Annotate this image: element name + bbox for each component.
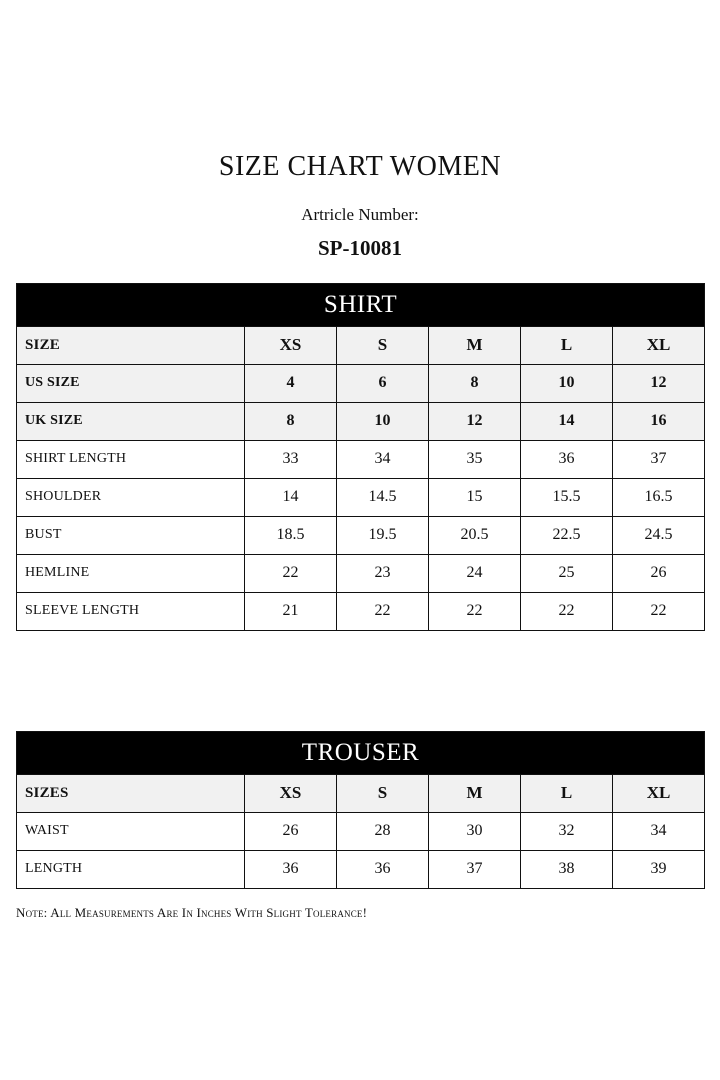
- row-value: 37: [429, 850, 521, 888]
- trouser-table-container: [16, 731, 704, 889]
- row-value: 33: [245, 440, 337, 478]
- row-value: 14: [245, 478, 337, 516]
- trouser-size-table: [16, 731, 705, 889]
- row-value: 24: [429, 554, 521, 592]
- row-label: US SIZE: [17, 364, 245, 402]
- row-value: 16.5: [613, 478, 705, 516]
- shirt-header-xl: XL: [613, 326, 705, 364]
- row-label: WAIST: [17, 812, 245, 850]
- shirt-header-l: L: [521, 326, 613, 364]
- shirt-header-row: [17, 326, 705, 364]
- shirt-header-s: S: [337, 326, 429, 364]
- row-value: 38: [521, 850, 613, 888]
- row-value: 22.5: [521, 516, 613, 554]
- trouser-heading: TROUSER: [17, 731, 705, 774]
- trouser-header-s: S: [337, 774, 429, 812]
- shirt-header-xs: XS: [245, 326, 337, 364]
- shirt-size-table: [16, 283, 705, 631]
- shirt-heading: SHIRT: [17, 283, 705, 326]
- trouser-header-m: M: [429, 774, 521, 812]
- shirt-table-container: [16, 283, 704, 631]
- shirt-section-header-row: [17, 283, 705, 326]
- table-row: [17, 364, 705, 402]
- row-label: SHOULDER: [17, 478, 245, 516]
- row-label: UK SIZE: [17, 402, 245, 440]
- row-value: 16: [613, 402, 705, 440]
- row-value: 4: [245, 364, 337, 402]
- row-value: 19.5: [337, 516, 429, 554]
- row-value: 15: [429, 478, 521, 516]
- table-row: [17, 440, 705, 478]
- row-value: 26: [613, 554, 705, 592]
- row-value: 14.5: [337, 478, 429, 516]
- trouser-section-header-row: [17, 731, 705, 774]
- shirt-header-label: SIZE: [17, 326, 245, 364]
- row-value: 8: [245, 402, 337, 440]
- table-row: [17, 516, 705, 554]
- row-value: 14: [521, 402, 613, 440]
- row-value: 22: [337, 592, 429, 630]
- row-value: 6: [337, 364, 429, 402]
- trouser-header-row: [17, 774, 705, 812]
- row-value: 36: [521, 440, 613, 478]
- row-value: 37: [613, 440, 705, 478]
- row-value: 10: [521, 364, 613, 402]
- trouser-header-l: L: [521, 774, 613, 812]
- row-label: BUST: [17, 516, 245, 554]
- row-value: 36: [337, 850, 429, 888]
- row-value: 22: [245, 554, 337, 592]
- article-number-value: SP-10081: [318, 235, 402, 260]
- trouser-header-xs: XS: [245, 774, 337, 812]
- row-label: LENGTH: [17, 850, 245, 888]
- row-label: HEMLINE: [17, 554, 245, 592]
- article-number-label: Artricle Number:: [301, 204, 419, 224]
- row-value: 22: [613, 592, 705, 630]
- table-row: [17, 554, 705, 592]
- row-value: 35: [429, 440, 521, 478]
- row-value: 26: [245, 812, 337, 850]
- row-value: 34: [613, 812, 705, 850]
- table-row: [17, 850, 705, 888]
- table-row: [17, 812, 705, 850]
- row-value: 39: [613, 850, 705, 888]
- row-value: 15.5: [521, 478, 613, 516]
- row-label: SLEEVE LENGTH: [17, 592, 245, 630]
- row-value: 32: [521, 812, 613, 850]
- row-label: SHIRT LENGTH: [17, 440, 245, 478]
- page-title: SIZE CHART WOMEN: [218, 151, 502, 182]
- table-row: [17, 478, 705, 516]
- measurement-note: Note: All Measurements Are In Inches With Slight Tolerance!: [16, 904, 368, 920]
- row-value: 23: [337, 554, 429, 592]
- trouser-header-label: SIZES: [17, 774, 245, 812]
- row-value: 21: [245, 592, 337, 630]
- row-value: 18.5: [245, 516, 337, 554]
- row-value: 30: [429, 812, 521, 850]
- table-row: [17, 402, 705, 440]
- row-value: 34: [337, 440, 429, 478]
- trouser-header-xl: XL: [613, 774, 705, 812]
- row-value: 10: [337, 402, 429, 440]
- row-value: 20.5: [429, 516, 521, 554]
- row-value: 24.5: [613, 516, 705, 554]
- table-row: [17, 592, 705, 630]
- shirt-header-m: M: [429, 326, 521, 364]
- row-value: 12: [613, 364, 705, 402]
- row-value: 25: [521, 554, 613, 592]
- row-value: 28: [337, 812, 429, 850]
- row-value: 12: [429, 402, 521, 440]
- row-value: 36: [245, 850, 337, 888]
- row-value: 22: [429, 592, 521, 630]
- row-value: 22: [521, 592, 613, 630]
- row-value: 8: [429, 364, 521, 402]
